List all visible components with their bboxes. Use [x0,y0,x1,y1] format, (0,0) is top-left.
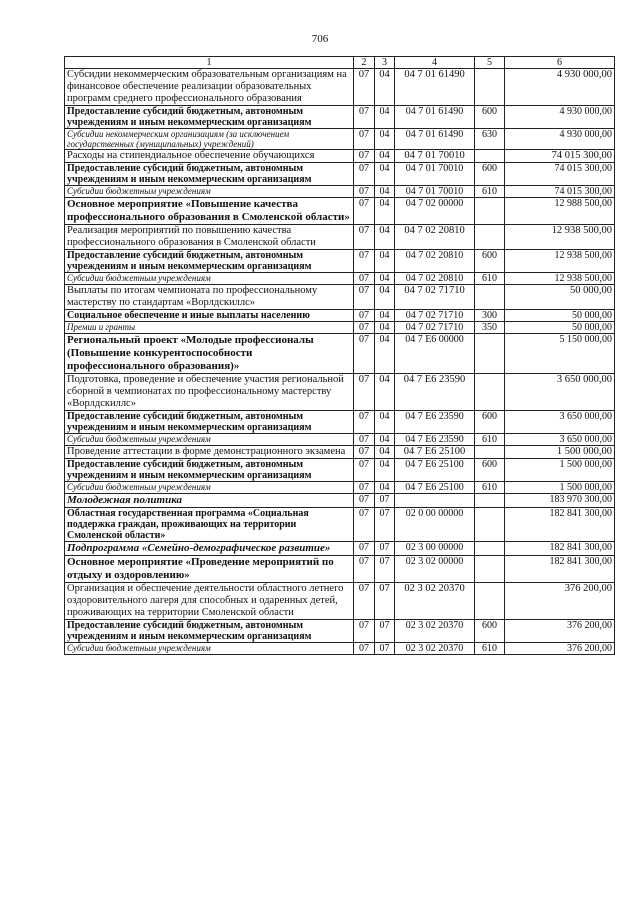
cell-subsection-code: 04 [375,250,395,273]
cell-section-code: 07 [354,446,375,459]
cell-name: Субсидии бюджетным учреждениям [65,273,354,285]
cell-expense-type-code: 610 [475,434,505,446]
cell-expense-type-code: 600 [475,163,505,186]
cell-target-article-code: 02 3 00 00000 [395,542,475,556]
cell-target-article-code: 04 7 02 00000 [395,198,475,225]
table-row [65,374,615,411]
cell-amount: 4 930 000,00 [505,106,615,129]
table-row [65,620,615,643]
header-col-5: 5 [475,57,505,69]
cell-target-article-code: 04 7 02 20810 [395,273,475,285]
cell-amount: 1 500 000,00 [505,482,615,494]
cell-expense-type-code [475,198,505,225]
cell-amount: 3 650 000,00 [505,434,615,446]
cell-expense-type-code: 600 [475,411,505,434]
cell-amount: 74 015 300,00 [505,150,615,163]
header-col-1: 1 [65,57,354,69]
cell-subsection-code: 04 [375,322,395,334]
table-body [65,69,615,655]
budget-table [64,56,615,655]
cell-expense-type-code [475,583,505,620]
cell-amount: 50 000,00 [505,285,615,310]
cell-subsection-code: 04 [375,106,395,129]
cell-subsection-code: 07 [375,542,395,556]
cell-expense-type-code [475,374,505,411]
cell-target-article-code: 04 7 01 61490 [395,106,475,129]
cell-subsection-code: 04 [375,186,395,198]
cell-subsection-code: 07 [375,620,395,643]
cell-name: Предоставление субсидий бюджетным, автономным учреждениям и иным некоммерческим организациям [65,106,354,129]
cell-section-code: 07 [354,556,375,583]
cell-name: Подготовка, проведение и обеспечение участия региональной сборной в чемпионатах по профессиональному мастерству «Ворлдскиллс» [65,374,354,411]
cell-name: Субсидии бюджетным учреждениям [65,482,354,494]
cell-subsection-code: 07 [375,556,395,583]
cell-name: Предоставление субсидий бюджетным, автономным учреждениям и иным некоммерческим организациям [65,459,354,482]
header-col-3: 3 [375,57,395,69]
table-row [65,129,615,150]
cell-expense-type-code: 600 [475,250,505,273]
cell-target-article-code: 04 7 E6 25100 [395,459,475,482]
cell-amount: 182 841 300,00 [505,542,615,556]
cell-expense-type-code [475,508,505,542]
cell-target-article-code: 04 7 02 71710 [395,310,475,322]
cell-name: Премии и гранты [65,322,354,334]
cell-name: Основное мероприятие «Повышение качества профессионального образования в Смоленской области» [65,198,354,225]
cell-amount: 3 650 000,00 [505,411,615,434]
cell-amount: 50 000,00 [505,310,615,322]
cell-target-article-code: 02 3 02 20370 [395,620,475,643]
cell-section-code: 07 [354,374,375,411]
cell-target-article-code: 04 7 01 70010 [395,150,475,163]
cell-name: Молодежная политика [65,494,354,508]
header-row [65,57,615,69]
cell-subsection-code: 04 [375,411,395,434]
cell-target-article-code: 04 7 02 20810 [395,250,475,273]
cell-subsection-code: 04 [375,69,395,106]
cell-subsection-code: 07 [375,643,395,655]
cell-subsection-code: 04 [375,150,395,163]
cell-name: Расходы на стипендиальное обеспечение обучающихся [65,150,354,163]
cell-expense-type-code [475,225,505,250]
cell-section-code: 07 [354,310,375,322]
cell-target-article-code: 04 7 02 20810 [395,225,475,250]
cell-section-code: 07 [354,459,375,482]
cell-name: Региональный проект «Молодые профессионалы (Повышение конкурентоспособности профессионального образования)» [65,334,354,374]
table-row [65,310,615,322]
cell-section-code: 07 [354,273,375,285]
cell-subsection-code: 04 [375,434,395,446]
cell-amount: 12 938 500,00 [505,225,615,250]
cell-expense-type-code [475,69,505,106]
cell-amount: 5 150 000,00 [505,334,615,374]
cell-name: Субсидии бюджетным учреждениям [65,186,354,198]
cell-name: Основное мероприятие «Проведение мероприятий по отдыху и оздоровлению» [65,556,354,583]
cell-section-code: 07 [354,150,375,163]
cell-subsection-code: 07 [375,583,395,620]
cell-target-article-code: 04 7 E6 23590 [395,411,475,434]
cell-expense-type-code: 610 [475,273,505,285]
cell-section-code: 07 [354,225,375,250]
cell-subsection-code: 04 [375,129,395,150]
table-row [65,69,615,106]
cell-target-article-code: 02 3 02 20370 [395,583,475,620]
cell-subsection-code: 04 [375,163,395,186]
table-row [65,494,615,508]
cell-section-code: 07 [354,106,375,129]
table-row [65,285,615,310]
cell-name: Субсидии бюджетным учреждениям [65,434,354,446]
cell-name: Социальное обеспечение и иные выплаты населению [65,310,354,322]
cell-expense-type-code [475,542,505,556]
cell-amount: 12 938 500,00 [505,250,615,273]
cell-section-code: 07 [354,620,375,643]
cell-amount: 1 500 000,00 [505,446,615,459]
cell-expense-type-code: 350 [475,322,505,334]
table-row [65,446,615,459]
cell-target-article-code: 02 3 02 20370 [395,643,475,655]
cell-expense-type-code: 630 [475,129,505,150]
cell-subsection-code: 04 [375,285,395,310]
cell-name: Субсидии некоммерческим организациям (за исключением государственных (муниципальных) учреждений) [65,129,354,150]
cell-target-article-code: 02 0 00 00000 [395,508,475,542]
cell-expense-type-code: 600 [475,106,505,129]
table-row [65,459,615,482]
cell-name: Проведение аттестации в форме демонстрационного экзамена [65,446,354,459]
cell-name: Субсидии некоммерческим образовательным организациям на финансовое обеспечение реализации образовательных программ среднего профессионального образования [65,69,354,106]
cell-amount: 12 938 500,00 [505,273,615,285]
cell-subsection-code: 04 [375,225,395,250]
cell-target-article-code: 04 7 01 61490 [395,129,475,150]
cell-amount: 182 841 300,00 [505,556,615,583]
cell-amount: 376 200,00 [505,620,615,643]
table-row [65,334,615,374]
cell-amount: 376 200,00 [505,583,615,620]
cell-subsection-code: 04 [375,310,395,322]
cell-section-code: 07 [354,163,375,186]
cell-section-code: 07 [354,411,375,434]
header-col-4: 4 [395,57,475,69]
cell-section-code: 07 [354,322,375,334]
cell-expense-type-code [475,285,505,310]
table-row [65,556,615,583]
cell-name: Реализация мероприятий по повышению качества профессионального образования в Смоленской области [65,225,354,250]
cell-name: Предоставление субсидий бюджетным, автономным учреждениям и иным некоммерческим организациям [65,411,354,434]
cell-subsection-code: 07 [375,494,395,508]
table-row [65,411,615,434]
cell-subsection-code: 04 [375,198,395,225]
cell-amount: 4 930 000,00 [505,129,615,150]
cell-section-code: 07 [354,334,375,374]
table-row [65,186,615,198]
cell-expense-type-code [475,446,505,459]
cell-section-code: 07 [354,198,375,225]
table-row [65,322,615,334]
cell-section-code: 07 [354,482,375,494]
cell-expense-type-code [475,334,505,374]
cell-target-article-code: 04 7 E6 25100 [395,482,475,494]
cell-amount: 376 200,00 [505,643,615,655]
cell-amount: 74 015 300,00 [505,163,615,186]
cell-section-code: 07 [354,129,375,150]
table-row [65,150,615,163]
table-row [65,163,615,186]
cell-amount: 3 650 000,00 [505,374,615,411]
cell-target-article-code: 04 7 01 61490 [395,69,475,106]
cell-name: Предоставление субсидий бюджетным, автономным учреждениям и иным некоммерческим организациям [65,620,354,643]
cell-target-article-code: 04 7 02 71710 [395,322,475,334]
cell-name: Субсидии бюджетным учреждениям [65,643,354,655]
cell-amount: 182 841 300,00 [505,508,615,542]
cell-subsection-code: 04 [375,374,395,411]
table-row [65,273,615,285]
cell-amount: 1 500 000,00 [505,459,615,482]
cell-expense-type-code: 610 [475,482,505,494]
cell-expense-type-code [475,556,505,583]
cell-target-article-code: 02 3 02 00000 [395,556,475,583]
cell-amount: 4 930 000,00 [505,69,615,106]
header-col-6: 6 [505,57,615,69]
cell-subsection-code: 04 [375,482,395,494]
cell-name: Предоставление субсидий бюджетным, автономным учреждениям и иным некоммерческим организациям [65,163,354,186]
table-row [65,542,615,556]
cell-target-article-code: 04 7 01 70010 [395,163,475,186]
cell-target-article-code: 04 7 E6 25100 [395,446,475,459]
cell-target-article-code: 04 7 E6 23590 [395,374,475,411]
cell-section-code: 07 [354,69,375,106]
cell-target-article-code: 04 7 E6 00000 [395,334,475,374]
cell-target-article-code [395,494,475,508]
cell-section-code: 07 [354,583,375,620]
cell-target-article-code: 04 7 E6 23590 [395,434,475,446]
cell-amount: 183 970 300,00 [505,494,615,508]
cell-section-code: 07 [354,285,375,310]
cell-expense-type-code [475,494,505,508]
cell-expense-type-code: 610 [475,186,505,198]
table-row [65,106,615,129]
cell-target-article-code: 04 7 01 70010 [395,186,475,198]
table-row [65,583,615,620]
cell-name: Подпрограмма «Семейно-демографическое развитие» [65,542,354,556]
cell-name: Выплаты по итогам чемпионата по профессиональному мастерству по стандартам «Ворлдскиллс» [65,285,354,310]
table-row [65,250,615,273]
table-row [65,508,615,542]
cell-amount: 74 015 300,00 [505,186,615,198]
cell-expense-type-code: 600 [475,620,505,643]
table-row [65,225,615,250]
cell-expense-type-code: 300 [475,310,505,322]
cell-section-code: 07 [354,508,375,542]
cell-section-code: 07 [354,186,375,198]
table-row [65,482,615,494]
cell-amount: 12 988 500,00 [505,198,615,225]
cell-name: Организация и обеспечение деятельности областного летнего оздоровительного лагеря для способных и одаренных детей, проживающих на территории Смоленской области [65,583,354,620]
cell-expense-type-code [475,150,505,163]
table-row [65,643,615,655]
cell-subsection-code: 04 [375,273,395,285]
cell-subsection-code: 04 [375,459,395,482]
page-number: 706 [311,33,329,45]
header-col-2: 2 [354,57,375,69]
cell-name: Предоставление субсидий бюджетным, автономным учреждениям и иным некоммерческим организациям [65,250,354,273]
cell-subsection-code: 04 [375,334,395,374]
cell-section-code: 07 [354,643,375,655]
cell-subsection-code: 04 [375,446,395,459]
cell-target-article-code: 04 7 02 71710 [395,285,475,310]
cell-section-code: 07 [354,494,375,508]
table-row [65,198,615,225]
cell-amount: 50 000,00 [505,322,615,334]
cell-section-code: 07 [354,434,375,446]
cell-section-code: 07 [354,542,375,556]
cell-name: Областная государственная программа «Социальная поддержка граждан, проживающих на территории Смоленской области» [65,508,354,542]
cell-expense-type-code: 610 [475,643,505,655]
cell-expense-type-code: 600 [475,459,505,482]
cell-subsection-code: 07 [375,508,395,542]
table-row [65,434,615,446]
cell-section-code: 07 [354,250,375,273]
